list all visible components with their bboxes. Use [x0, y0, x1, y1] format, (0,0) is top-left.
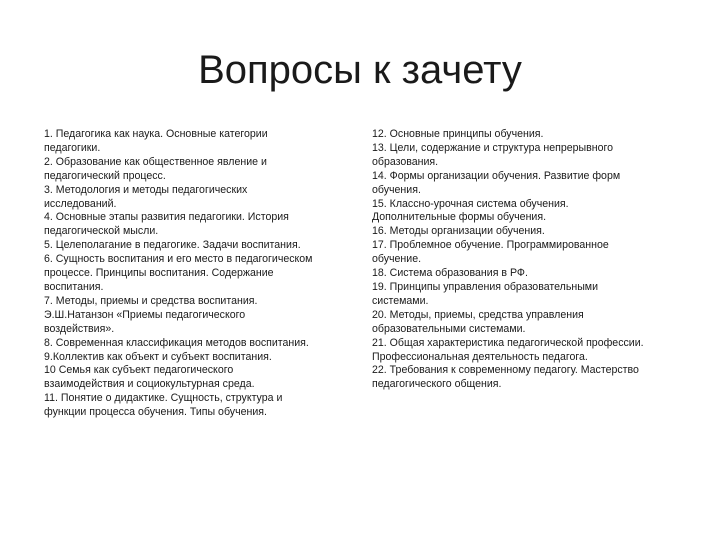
question-text-line: воздействия». — [44, 322, 115, 335]
question-text-line: 19. Принципы управления образовательными — [372, 280, 599, 293]
question-text-line: Дополнительные формы обучения. — [372, 211, 547, 224]
question-item-left — [44, 184, 360, 212]
question-text-line: 17. Проблемное обучение. Программированное — [372, 239, 609, 252]
question-text-line: 18. Система образования в РФ. — [372, 267, 528, 280]
question-item-left — [44, 128, 360, 156]
question-text-line: 2. Образование как общественное явление и — [44, 155, 267, 168]
question-item-right — [372, 198, 710, 226]
question-text-line: педагогики. — [44, 141, 101, 154]
question-text-line: процессе. Принципы воспитания. Содержание — [44, 267, 274, 280]
question-item-right — [372, 309, 710, 337]
question-item-left — [44, 211, 360, 239]
question-item-right — [372, 281, 710, 309]
question-text-line: воспитания. — [44, 280, 104, 293]
question-text-line: 3. Методология и методы педагогических — [44, 183, 248, 196]
question-text-line: 9.Коллектив как объект и субъект воспитания. — [44, 350, 272, 363]
question-text-line: 5. Целеполагание в педагогике. Задачи воспитания. — [44, 239, 301, 252]
question-item-right — [372, 170, 710, 198]
question-text-line: педагогической мысли. — [44, 225, 159, 238]
question-text-line: взаимодействия и социокультурная среда. — [44, 378, 255, 391]
question-text-line: педагогический процесс. — [44, 169, 166, 182]
question-text-line: образовательными системами. — [372, 322, 526, 335]
question-item-right — [372, 142, 710, 170]
questions-list-left — [44, 128, 360, 420]
question-text-line: 12. Основные принципы обучения. — [372, 128, 544, 140]
question-text-line: 1. Педагогика как наука. Основные категории — [44, 128, 268, 140]
question-item-left — [44, 239, 360, 253]
question-item-left — [44, 337, 360, 351]
question-text-line: 4. Основные этапы развития педагогики. История — [44, 211, 289, 224]
question-item-left — [44, 156, 360, 184]
question-text-line: 10 Семья как субъект педагогического — [44, 364, 234, 377]
question-text-line: 13. Цели, содержание и структура непрерывного — [372, 141, 614, 154]
question-text-line: 14. Формы организации обучения. Развитие форм — [372, 169, 621, 182]
question-text-line: Профессиональная деятельность педагога. — [372, 350, 588, 363]
question-text-line: образования. — [372, 155, 439, 168]
question-item-right — [372, 225, 710, 239]
question-item-right — [372, 337, 710, 365]
questions-list-right — [372, 128, 710, 392]
question-text-line: 6. Сущность воспитания и его место в педагогическом — [44, 253, 313, 266]
question-item-left — [44, 392, 360, 420]
question-text-line: обучение. — [372, 253, 422, 266]
question-text-line: 8. Современная классификация методов воспитания. — [44, 336, 309, 349]
question-item-left — [44, 351, 360, 365]
question-text-line: функции процесса обучения. Типы обучения. — [44, 406, 267, 419]
question-item-right — [372, 128, 710, 142]
question-text-line: 15. Классно-урочная система обучения. — [372, 197, 569, 210]
slide-title: Вопросы к зачету — [198, 48, 522, 92]
question-item-left — [44, 253, 360, 295]
question-text-line: системами. — [372, 294, 429, 307]
question-item-left — [44, 364, 360, 392]
question-text-line: 20. Методы, приемы, средства управления — [372, 308, 584, 321]
question-item-right — [372, 239, 710, 267]
question-text-line: 22. Требования к современному педагогу. Мастерство — [372, 364, 639, 377]
question-text-line: 11. Понятие о дидактике. Сущность, структура и — [44, 392, 283, 405]
question-text-line: 7. Методы, приемы и средства воспитания. — [44, 294, 258, 307]
question-text-line: обучения. — [372, 183, 421, 196]
question-text-line: педагогического общения. — [372, 378, 502, 391]
question-text-line: Э.Ш.Натанзон «Приемы педагогического — [44, 308, 246, 321]
question-text-line: 21. Общая характеристика педагогической профессии. — [372, 336, 644, 349]
question-item-left — [44, 295, 360, 337]
question-item-right — [372, 364, 710, 392]
question-item-right — [372, 267, 710, 281]
question-text-line: исследований. — [44, 197, 117, 210]
question-text-line: 16. Методы организации обучения. — [372, 225, 545, 238]
